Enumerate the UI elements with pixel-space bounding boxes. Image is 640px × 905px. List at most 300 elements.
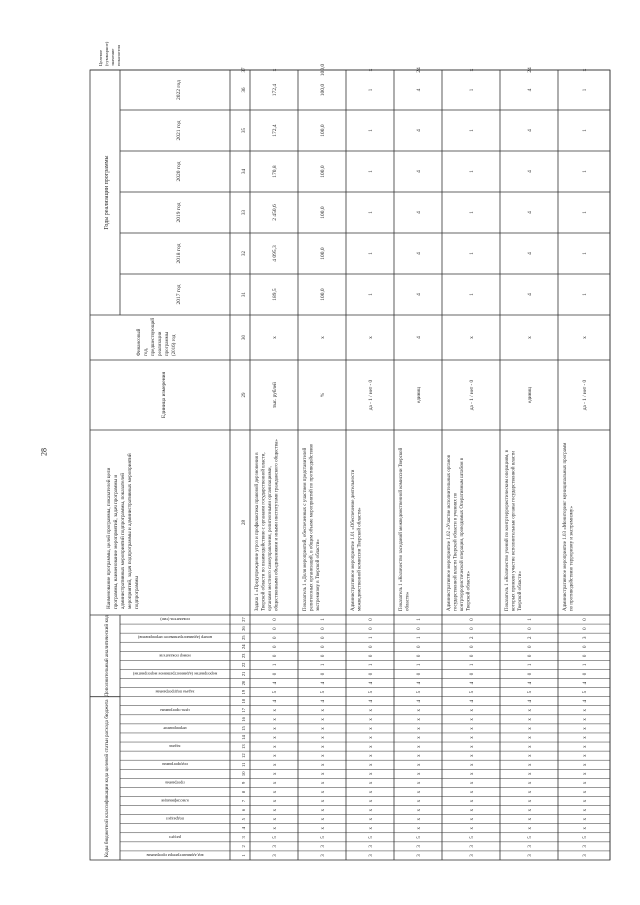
row-name: Показатель 1 «Доля мероприятий, обеспеченных с участием представителей религиозных организаций, в общем объеме мероприятий по противодействию экстремизму в Тверской области» xyxy=(303,443,321,611)
row-year-value: 4 xyxy=(527,252,533,255)
row-final-value: 24 xyxy=(416,67,422,73)
row-unit: тыс. рублей xyxy=(272,382,278,408)
code-cell: x xyxy=(417,826,422,830)
row-year-value: 1 xyxy=(368,293,374,296)
row-year-value: 172,4 xyxy=(272,124,278,137)
row-final-value: x xyxy=(469,68,475,72)
row-unit: да - 1 / нет - 0 xyxy=(582,379,588,411)
column-number: 16 xyxy=(241,717,246,722)
row-financial: x xyxy=(368,336,374,339)
code-cell: 5 xyxy=(273,836,278,839)
code-cell: x xyxy=(417,745,422,748)
code-cell: x xyxy=(528,709,533,712)
code-cell: 5 xyxy=(470,690,475,694)
column-number: 33 xyxy=(242,210,247,215)
code-cell: 0 xyxy=(369,618,374,621)
code-subheader: мероприятие xyxy=(163,725,187,731)
column-number: 18 xyxy=(241,698,246,704)
code-cell: x xyxy=(273,799,278,803)
code-cell: 3 xyxy=(273,854,278,857)
code-subheader: цель программы xyxy=(160,707,190,713)
row-year-value: 4 xyxy=(416,211,422,214)
row-year-value: 1 xyxy=(469,293,475,296)
code-cell: x xyxy=(273,790,278,794)
code-cell: 1 xyxy=(369,636,374,639)
code-subheader: подраздел xyxy=(166,816,184,822)
row-financial: x xyxy=(527,336,533,339)
code-cell: x xyxy=(417,799,422,803)
code-subheader: классификация xyxy=(161,798,189,804)
code-cell: x xyxy=(321,799,326,803)
code-cell: 1 xyxy=(583,663,588,667)
code-cell: x xyxy=(528,826,533,830)
row-year-value: 1 xyxy=(582,129,588,132)
code-cell: x xyxy=(417,781,422,785)
column-number: 20 xyxy=(241,680,246,686)
code-cell: x xyxy=(528,799,533,803)
year-header: 2021 год xyxy=(176,120,182,141)
column-number: 21 xyxy=(241,671,246,677)
column-number: 22 xyxy=(241,662,246,668)
code-cell: x xyxy=(583,727,588,730)
column-number: 27 xyxy=(241,617,246,622)
row-name: Показатель 1 «Количество учений по контртеррористическим операциям, в которых приняли участие исполнительные органы государственной власти Тверской области» xyxy=(505,450,523,611)
code-cell: x xyxy=(417,817,422,821)
row-name: Административное мероприятие 1.02 «Участие исполнительных органов государственной власти Тверской области в учениях по контртеррористической операции, проводимых Оперативным штабом в Тверской области» xyxy=(447,454,472,611)
code-cell: x xyxy=(273,709,278,712)
row-year-value: 1 xyxy=(582,88,588,92)
row-unit: единиц xyxy=(416,387,422,403)
code-cell: x xyxy=(528,781,533,785)
row-final-value: x xyxy=(272,68,278,72)
row-year-value: 1 xyxy=(368,129,374,132)
years-header: Годы реализации программы xyxy=(104,155,110,230)
code-cell: 4 xyxy=(417,681,422,685)
code-cell: x xyxy=(583,745,588,748)
code-cell: 5 xyxy=(528,690,533,694)
row-year-value: 4 xyxy=(416,252,422,255)
code-cell: 0 xyxy=(470,645,475,649)
analytic-code-header: Дополнительный аналитический код xyxy=(104,615,110,697)
column-number: 19 xyxy=(241,689,246,695)
code-cell: x xyxy=(369,799,374,803)
code-subheader: код администратора программы xyxy=(146,852,204,858)
column-number: 30 xyxy=(242,335,247,340)
code-cell: 0 xyxy=(321,636,326,639)
code-cell: 4 xyxy=(470,699,475,703)
year-header: 2018 год xyxy=(176,243,182,264)
row-year-value: 1 xyxy=(368,252,374,255)
code-cell: x xyxy=(417,772,422,776)
code-cell: x xyxy=(273,754,278,757)
code-cell: 5 xyxy=(321,690,326,694)
code-cell: 0 xyxy=(583,672,588,676)
row-year-value: 4 xyxy=(416,170,422,173)
code-cell: x xyxy=(369,790,374,794)
code-cell: x xyxy=(369,727,374,730)
column-number: 31 xyxy=(242,292,247,297)
code-cell: x xyxy=(583,808,588,812)
column-number: 4 xyxy=(241,827,246,830)
code-cell: 3 xyxy=(470,845,475,848)
row-year-value: 1 xyxy=(469,252,475,255)
code-cell: x xyxy=(273,817,278,821)
code-cell: 0 xyxy=(417,672,422,676)
code-cell: 3 xyxy=(321,845,326,848)
column-number: 13 xyxy=(241,744,246,749)
code-cell: x xyxy=(369,808,374,812)
code-cell: 3 xyxy=(583,845,588,848)
row-unit: да - 1 / нет - 0 xyxy=(469,379,475,411)
column-number: 36 xyxy=(242,87,247,93)
code-cell: 0 xyxy=(583,654,588,658)
code-cell: x xyxy=(321,718,326,721)
code-cell: x xyxy=(417,718,422,721)
code-cell: 0 xyxy=(321,654,326,658)
row-year-value: 1 xyxy=(469,129,475,132)
column-number: 24 xyxy=(241,644,246,650)
column-number: 11 xyxy=(241,762,246,767)
code-cell: x xyxy=(470,736,475,739)
column-number: 25 xyxy=(241,635,246,640)
row-unit: единиц xyxy=(527,387,533,403)
name-header: Наименование программы, целей программы, показателей целипрограммы, наименование мероприятий, задач программы иадминистративных мероприятий подпрограммы, показателеймероприятий, задач подпрограммы и административных мероприятийподпрограммы xyxy=(106,453,140,609)
code-cell: x xyxy=(528,745,533,748)
code-cell: 4 xyxy=(273,699,278,703)
code-cell: 4 xyxy=(369,699,374,703)
year-header: 2022 год xyxy=(176,80,182,100)
code-cell: 0 xyxy=(417,627,422,630)
code-cell: 0 xyxy=(369,672,374,676)
code-cell: x xyxy=(528,790,533,794)
row-year-value: 4 xyxy=(416,293,422,296)
row-year-value: 4 095,3 xyxy=(272,245,278,262)
code-cell: x xyxy=(417,763,422,766)
code-cell: x xyxy=(470,799,475,803)
column-number: 26 xyxy=(241,626,246,631)
row-year-value: 4 xyxy=(416,129,422,132)
row-year-value: 4 xyxy=(527,88,533,92)
row-year-value: 1 xyxy=(582,211,588,214)
code-cell: 4 xyxy=(417,699,422,703)
row-year-value: 189,5 xyxy=(272,288,278,301)
code-cell: 5 xyxy=(528,836,533,839)
code-cell: x xyxy=(369,709,374,712)
table-frame xyxy=(90,70,610,860)
row-unit: да - 1 / нет - 0 xyxy=(368,379,374,411)
code-cell: x xyxy=(583,718,588,721)
code-cell: 0 xyxy=(528,645,533,649)
row-year-value: 1 xyxy=(469,88,475,92)
financial-year-header: Финансовый год, предшествующий реализации программы (2016) год xyxy=(137,317,177,356)
code-cell: x xyxy=(583,754,588,757)
code-cell: x xyxy=(321,826,326,830)
code-cell: x xyxy=(321,808,326,812)
code-cell: x xyxy=(273,718,278,721)
code-cell: x xyxy=(470,763,475,766)
column-number: 23 xyxy=(241,653,246,659)
code-cell: 0 xyxy=(470,627,475,630)
code-cell: 1 xyxy=(417,618,422,621)
column-number: 10 xyxy=(241,771,246,777)
column-number: 12 xyxy=(241,753,246,758)
row-unit: % xyxy=(320,392,326,398)
column-number: 34 xyxy=(242,169,247,174)
code-cell: x xyxy=(470,781,475,785)
code-cell: x xyxy=(417,754,422,757)
code-subheader: подпрограмма xyxy=(162,762,188,768)
code-cell: x xyxy=(273,781,278,785)
row-final-value: x xyxy=(368,68,374,72)
code-cell: x xyxy=(528,727,533,730)
code-cell: 5 xyxy=(417,836,422,839)
column-number: 6 xyxy=(241,808,246,812)
code-cell: x xyxy=(369,781,374,785)
code-cell: 3 xyxy=(583,854,588,857)
code-cell: 1 xyxy=(417,663,422,667)
code-cell: x xyxy=(470,817,475,821)
row-financial: x xyxy=(320,336,326,339)
column-number: 37 xyxy=(242,67,247,73)
code-cell: x xyxy=(583,817,588,821)
row-name: Задача 1 «Предупреждение угроз и профилактика правовой дерзновения в Тверской области по взаимодействию с органами государственной власти, органами местного самоуправления, религиозными организациями, общественными объединениями и иными институтами гражданского общества» xyxy=(255,439,280,611)
code-cell: x xyxy=(528,808,533,812)
column-number: 28 xyxy=(242,520,247,525)
code-cell: 3 xyxy=(369,845,374,848)
code-cell: 5 xyxy=(583,836,588,839)
column-number: 2 xyxy=(241,845,246,848)
code-cell: x xyxy=(321,745,326,748)
code-cell: x xyxy=(273,727,278,730)
column-number: 1 xyxy=(241,854,246,857)
code-cell: 3 xyxy=(321,854,326,857)
code-cell: x xyxy=(417,709,422,712)
code-cell: 1 xyxy=(369,663,374,667)
row-name: Административное мероприятие 1.01 «Обеспечение деятельности межведомственной комиссии Тверской области» xyxy=(351,469,363,611)
code-cell: x xyxy=(273,826,278,830)
row-financial: 4 xyxy=(416,336,422,339)
code-subheader: показатель (тип) xyxy=(160,617,190,623)
row-year-value: 100,0 xyxy=(320,206,326,219)
code-cell: x xyxy=(470,772,475,776)
code-cell: x xyxy=(369,772,374,776)
row-year-value: 1 xyxy=(582,252,588,255)
code-cell: x xyxy=(273,745,278,748)
code-cell: x xyxy=(369,826,374,830)
code-cell: 0 xyxy=(369,627,374,630)
row-year-value: 100,0 xyxy=(320,288,326,301)
code-cell: 1 xyxy=(470,663,475,667)
code-cell: 3 xyxy=(528,845,533,848)
code-cell: 0 xyxy=(273,672,278,676)
code-cell: 4 xyxy=(369,681,374,685)
column-number: 14 xyxy=(241,735,246,740)
row-year-value: 1 xyxy=(582,170,588,173)
code-cell: x xyxy=(321,709,326,712)
year-header: 2017 год xyxy=(176,284,182,305)
code-cell: 0 xyxy=(417,654,422,658)
code-cell: 5 xyxy=(273,690,278,694)
code-cell: 1 xyxy=(528,663,533,667)
code-cell: x xyxy=(470,727,475,730)
row-name: Административное мероприятие 1.03 «Мониторинг муниципальных программ по противодействию терроризму и экстремизму» xyxy=(563,442,575,611)
code-subheader: раздел xyxy=(169,834,181,840)
code-cell: x xyxy=(470,826,475,830)
code-cell: x xyxy=(417,790,422,794)
code-cell: x xyxy=(273,736,278,739)
year-header: 2020 год xyxy=(176,161,182,182)
unit-header: Единица измерения xyxy=(161,371,167,419)
column-number: 15 xyxy=(241,726,246,731)
code-cell: x xyxy=(321,763,326,766)
code-cell: 0 xyxy=(583,627,588,630)
code-cell: x xyxy=(321,727,326,730)
code-cell: x xyxy=(583,790,588,794)
code-cell: 1 xyxy=(417,636,422,639)
code-cell: x xyxy=(528,817,533,821)
row-year-value: 2 450,6 xyxy=(272,204,278,221)
code-cell: x xyxy=(583,799,588,803)
code-cell: x xyxy=(369,745,374,748)
code-cell: 0 xyxy=(321,672,326,676)
code-cell: x xyxy=(583,781,588,785)
row-financial: x xyxy=(272,336,278,339)
code-cell: 3 xyxy=(583,636,588,639)
code-cell: 5 xyxy=(369,836,374,839)
code-cell: 5 xyxy=(583,690,588,694)
row-year-value: 4 xyxy=(527,129,533,132)
row-year-value: 100,0 xyxy=(320,124,326,137)
row-year-value: 1 xyxy=(469,211,475,214)
row-year-value: 4 xyxy=(527,211,533,214)
code-cell: 4 xyxy=(583,699,588,703)
code-cell: x xyxy=(273,772,278,776)
code-cell: x xyxy=(417,727,422,730)
code-cell: 0 xyxy=(528,672,533,676)
code-cell: 0 xyxy=(273,627,278,630)
code-cell: 4 xyxy=(470,681,475,685)
code-subheader: задача подпрограммы xyxy=(155,689,195,695)
code-cell: 0 xyxy=(583,618,588,621)
code-cell: 0 xyxy=(528,627,533,630)
code-cell: 4 xyxy=(273,681,278,685)
code-cell: 3 xyxy=(417,854,422,857)
row-financial: x xyxy=(582,336,588,339)
code-cell: x xyxy=(321,790,326,794)
code-subheader: номер (административного мероприятия) xyxy=(138,635,212,641)
row-year-value: 100,0 xyxy=(320,247,326,260)
column-number: 17 xyxy=(241,707,246,713)
code-cell: 0 xyxy=(583,645,588,649)
code-cell: 2 xyxy=(470,636,475,639)
code-cell: x xyxy=(273,763,278,766)
column-number: 5 xyxy=(241,818,246,821)
code-cell: 3 xyxy=(369,854,374,857)
code-cell: x xyxy=(369,754,374,757)
row-final-value: 24 xyxy=(527,67,533,73)
code-cell: x xyxy=(273,808,278,812)
code-cell: 1 xyxy=(321,618,326,621)
budget-classification-header: Коды бюджетной классификации кода целевой статьи расхода бюджета xyxy=(104,699,110,858)
year-header: 2019 год xyxy=(176,202,182,223)
code-cell: x xyxy=(321,754,326,757)
code-cell: 0 xyxy=(470,618,475,621)
code-cell: x xyxy=(417,808,422,812)
row-year-value: 4 xyxy=(527,170,533,173)
code-cell: x xyxy=(470,790,475,794)
code-cell: x xyxy=(583,772,588,776)
code-cell: 1 xyxy=(528,618,533,621)
code-cell: 0 xyxy=(321,627,326,630)
code-subheader: программа xyxy=(165,780,185,786)
code-cell: 0 xyxy=(273,636,278,639)
code-cell: x xyxy=(470,709,475,712)
code-cell: 4 xyxy=(583,681,588,685)
code-cell: 0 xyxy=(273,618,278,621)
code-cell: x xyxy=(528,736,533,739)
code-cell: 1 xyxy=(273,663,278,667)
row-year-value: 172,4 xyxy=(272,83,278,97)
code-cell: x xyxy=(369,736,374,739)
code-cell: 0 xyxy=(470,672,475,676)
code-cell: 0 xyxy=(470,654,475,658)
row-year-value: 1 xyxy=(368,211,374,214)
code-cell: 5 xyxy=(369,690,374,694)
row-year-value: 1 xyxy=(368,170,374,173)
code-cell: 3 xyxy=(470,854,475,857)
column-number: 9 xyxy=(241,781,246,785)
code-subheader: мероприятие (административное мероприятие) xyxy=(132,671,218,677)
row-year-value: 4 xyxy=(416,88,422,92)
code-cell: 5 xyxy=(417,690,422,694)
code-cell: x xyxy=(470,718,475,721)
code-cell: 4 xyxy=(528,699,533,703)
code-cell: x xyxy=(470,808,475,812)
code-cell: 0 xyxy=(273,654,278,658)
code-subheader: номер показателя xyxy=(159,653,191,659)
row-year-value: 4 xyxy=(527,293,533,296)
column-number: 35 xyxy=(242,128,247,133)
code-cell: x xyxy=(321,736,326,739)
code-cell: x xyxy=(369,817,374,821)
column-number: 8 xyxy=(241,790,246,794)
code-cell: x xyxy=(583,709,588,712)
column-number: 29 xyxy=(242,392,247,398)
row-final-value: 100,0 xyxy=(320,63,326,77)
code-cell: x xyxy=(321,772,326,776)
code-cell: 3 xyxy=(273,845,278,848)
code-cell: 3 xyxy=(417,845,422,848)
code-cell: 0 xyxy=(273,645,278,649)
code-cell: x xyxy=(321,817,326,821)
row-year-value: 170,8 xyxy=(272,165,278,178)
code-cell: 0 xyxy=(417,645,422,649)
code-cell: x xyxy=(470,745,475,748)
code-cell: 4 xyxy=(321,681,326,685)
row-year-value: 100,0 xyxy=(320,83,326,97)
code-subheader: задача xyxy=(169,744,181,750)
page-number: 28 xyxy=(39,448,49,456)
code-cell: x xyxy=(528,754,533,757)
code-cell: x xyxy=(528,718,533,721)
code-cell: 4 xyxy=(528,681,533,685)
code-cell: x xyxy=(583,826,588,830)
final-value-header: Целевое(суммарное)значениепоказателя xyxy=(98,41,121,66)
code-cell: 5 xyxy=(321,836,326,839)
code-cell: x xyxy=(417,736,422,739)
code-cell: x xyxy=(583,736,588,739)
column-number: 32 xyxy=(242,251,247,256)
